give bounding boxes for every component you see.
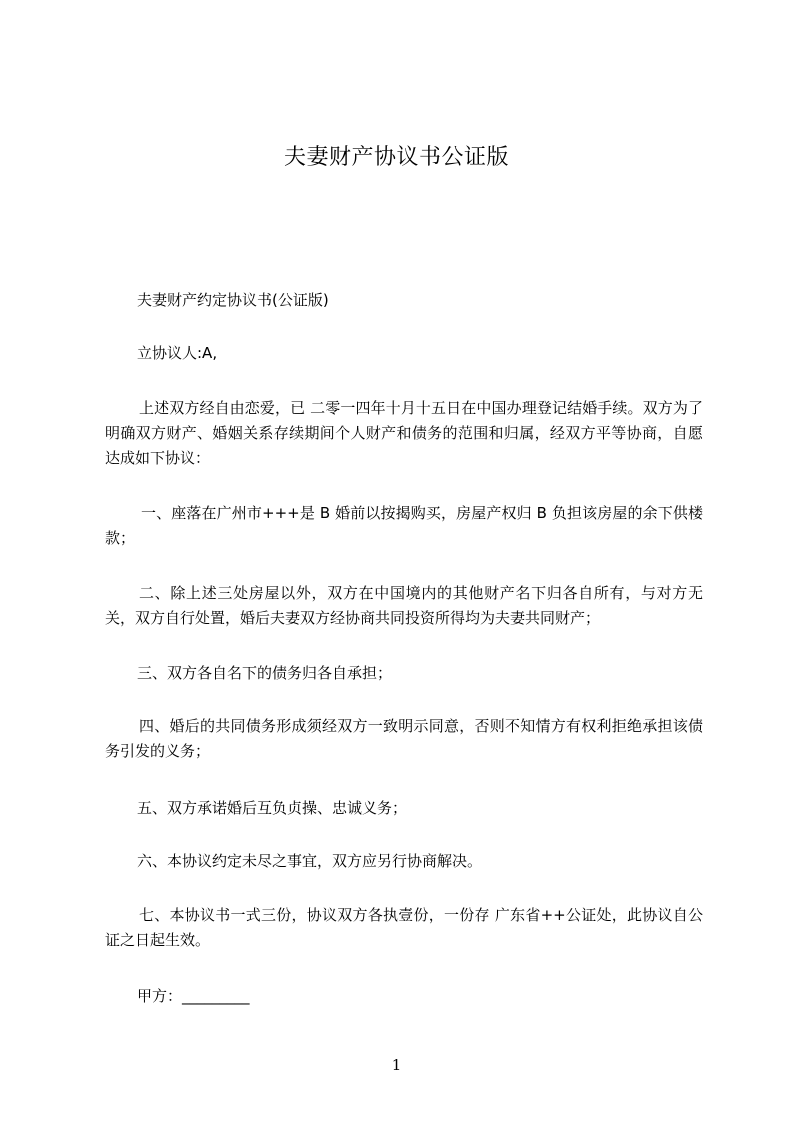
document-title: 夫妻财产协议书公证版	[283, 145, 509, 170]
party-line: 立协议人:A,	[137, 344, 218, 362]
preamble-paragraph: 上述双方经自由恋爱，已 二零一四年十月十五日在中国办理登记结婚手续。双方为了明确双方财产、婚姻关系存续期间个人财产和债务的范围和归属，经双方平等协商，自愿达成如下协议：	[105, 399, 703, 467]
clause-2: 二、除上述三处房屋以外，双方在中国境内的其他财产名下归各自所有，与对方无关，双方自行处置，婚后夫妻双方经协商共同投资所得均为夫妻共同财产；	[105, 584, 703, 627]
clause-6: 六、本协议约定未尽之事宜，双方应另行协商解决。	[137, 852, 483, 870]
clause-7: 七、本协议书一式三份，协议双方各执壹份，一份存 广东省++公证处，此协议自公证之日起生效。	[105, 906, 703, 949]
clause-1: 一、座落在广州市+++是 B 婚前以按揭购买，房屋产权归 B 负担该房屋的余下供楼款；	[105, 504, 703, 547]
clause-5: 五、双方承诺婚后互负贞操、忠诚义务；	[137, 799, 408, 817]
party-a-signature-line: 甲方：_________	[137, 987, 250, 1005]
agreement-heading: 夫妻财产约定协议书(公证版)	[137, 291, 329, 309]
page-number: 1	[391, 1056, 402, 1074]
clause-3: 三、双方各自名下的债务归各自承担；	[137, 664, 393, 682]
clause-4: 四、婚后的共同债务形成须经双方一致明示同意，否则不知情方有权利拒绝承担该债务引发的义务；	[105, 717, 703, 760]
